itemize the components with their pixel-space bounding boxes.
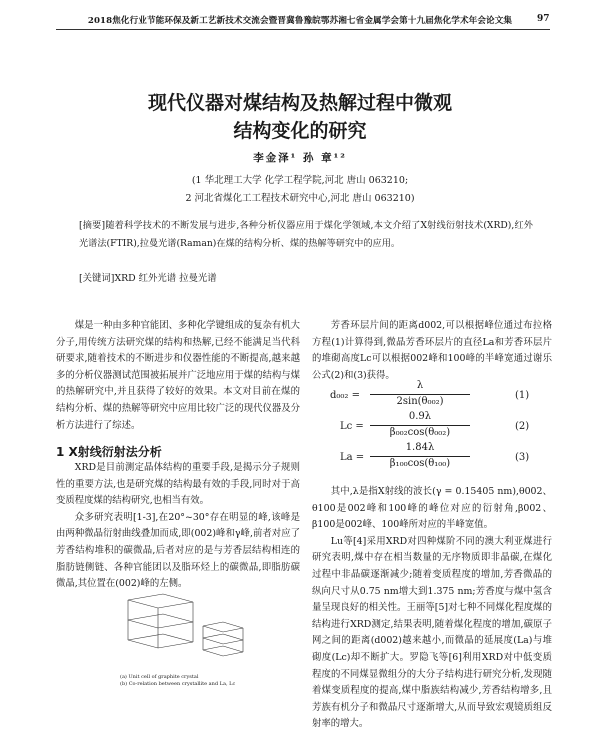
equation-2 bbox=[330, 411, 550, 443]
bragg-scherrer-paragraph: 芳香环层片间的距离d002,可以根据峰位通过布拉格方程(1)计算得到,微晶芳香环层片的直径La和芳香环层片的堆砌高度Lc可以根据002峰和100峰的半峰宽通过谢乐公式(2)和(3)获得。 bbox=[312, 320, 552, 381]
section-1-heading: 1 X射线衍射法分析 bbox=[56, 445, 162, 459]
right-column-body bbox=[312, 484, 552, 733]
eq3-fraction-bar bbox=[370, 456, 470, 457]
graphite-crystal-figure bbox=[118, 590, 258, 685]
right-column-intro bbox=[312, 318, 552, 384]
eq1-numerator: λ bbox=[416, 380, 424, 391]
figure-caption-a: (a) Unit cell of graphite crystal bbox=[120, 674, 199, 680]
eq2-denominator: β₀₀₂cos(θ₀₀₂) bbox=[389, 427, 451, 438]
eq3-number: (3) bbox=[515, 452, 530, 463]
eq2-number: (2) bbox=[515, 421, 530, 432]
authors: 李金泽¹ 孙 章¹² bbox=[253, 152, 347, 164]
equation-1 bbox=[330, 380, 550, 412]
eq1-fraction-bar bbox=[370, 394, 470, 395]
abstract: [摘要]随着科学技术的不断发展与进步,各种分析仪器应用于煤化学领域,本文介绍了X射线衍射技术(XRD),红外光谱法(FTIR),拉曼光谱(Raman)在煤的结构分析、煤的热解等研究中的应用。 bbox=[79, 220, 533, 249]
xrd-paragraph-2: 众多研究表明[1-3],在20°~30°存在明显的峰,该峰是由两种微晶衍射曲线叠加而成,即(002)峰和γ峰,前者对应了芳香结构堆积的碳微晶,后者对应的是与芳香层结构相连的脂肪链侧链、各种官能团以及脂环烃上的碳微晶,即脂肪碳微晶,其位置在(002)峰的左侧。 bbox=[56, 511, 300, 590]
variables-paragraph: 其中,λ是指X射线的波长(γ = 0.15405 nm),θ002、θ100是002峰和100峰的峰位对应的衍射角,β002、β100是002峰、100峰所对应的半峰宽值。 bbox=[312, 486, 552, 531]
eq2-lhs: Lc = bbox=[340, 421, 364, 432]
paper-title-line2: 结构变化的研究 bbox=[233, 120, 367, 142]
affiliation-1: (1 华北理工大学 化学工程学院,河北 唐山 063210; bbox=[191, 175, 409, 186]
eq1-lhs: d₀₀₂ = bbox=[330, 390, 360, 401]
page-number: 97 bbox=[537, 14, 550, 24]
figure-caption-b: (b) Co-relation between crystallite and La, Lc bbox=[120, 681, 236, 687]
eq2-fraction-bar bbox=[370, 425, 470, 426]
xrd-paragraph-1: XRD是目前测定晶体结构的重要手段,是揭示分子规则性的重要方法,也是研究煤的结构最有效的手段,同时对于高变质程度煤的结构研究,也相当有效。 bbox=[56, 462, 300, 507]
left-column-intro bbox=[56, 318, 300, 434]
eq1-denominator: 2sin(θ₀₀₂) bbox=[396, 396, 444, 407]
graphite-lattice-diagram bbox=[118, 590, 258, 685]
eq3-denominator: β₁₀₀cos(θ₁₀₀) bbox=[389, 458, 451, 469]
keywords: [关键词]XRD 红外光谱 拉曼光谱 bbox=[79, 273, 217, 284]
running-header: 2018焦化行业节能环保及新工艺新技术交流会暨晋冀鲁豫皖鄂苏湘七省金属学会第十九届焦化学术年会论文集 bbox=[87, 16, 513, 26]
intro-paragraph: 煤是一种由多种官能团、多种化学键组成的复杂有机大分子,用传统方法研究煤的结构和热解,已经不能满足当代科研要求,随着技术的不断进步和仪器性能的不断提高,越来越多的分析仪器测试范围被拓展并广泛地应用于煤的结构与煤的热解研究中,并且获得了较好的效果。本文对目前在煤的结构分析、煤的热解等研究中应用比较广泛的现代仪器及分析方法进行了综述。 bbox=[56, 320, 300, 431]
eq3-lhs: La = bbox=[340, 452, 365, 463]
header-rule bbox=[56, 29, 550, 30]
affiliation-2: 2 河北省煤化工工程技术研究中心,河北 唐山 063210) bbox=[185, 193, 415, 204]
equation-3 bbox=[330, 442, 550, 474]
eq3-numerator: 1.84λ bbox=[405, 442, 435, 453]
literature-paragraph: Lu等[4]采用XRD对四种煤阶不同的澳大利亚煤进行研究表明,煤中存在相当数量的无序物质即非晶碳,在煤化过程中非晶碳逐渐减少;随着变质程度的增加,芳香微晶的纵向尺寸从0.75 nm增大到1.375 nm;芳香度与煤中氢含量呈现良好的相关性。王丽等[5]对七种不同煤化程度煤的结构进行XRD测定,结果表明,随着煤化程度的增加,碳原子网之间的距离(d002)越来越小,而微晶的延展度(La)与堆砌度(Lc)却不断扩大。罗隐飞等[6]利用XRD对中低变质程度的不同煤显微组分的大分子结构进行研究分析,发现随着煤变质程度的提高,煤中脂族结构减少,芳香结构增多,且芳族有机分子和微晶尺寸逐渐增大,从而导致宏观镜质组反射率的增大。 bbox=[312, 535, 552, 730]
left-column-section1 bbox=[56, 460, 300, 593]
eq1-number: (1) bbox=[515, 390, 530, 401]
paper-title-line1: 现代仪器对煤结构及热解过程中微观 bbox=[147, 92, 452, 114]
eq2-numerator: 0.9λ bbox=[408, 411, 432, 422]
